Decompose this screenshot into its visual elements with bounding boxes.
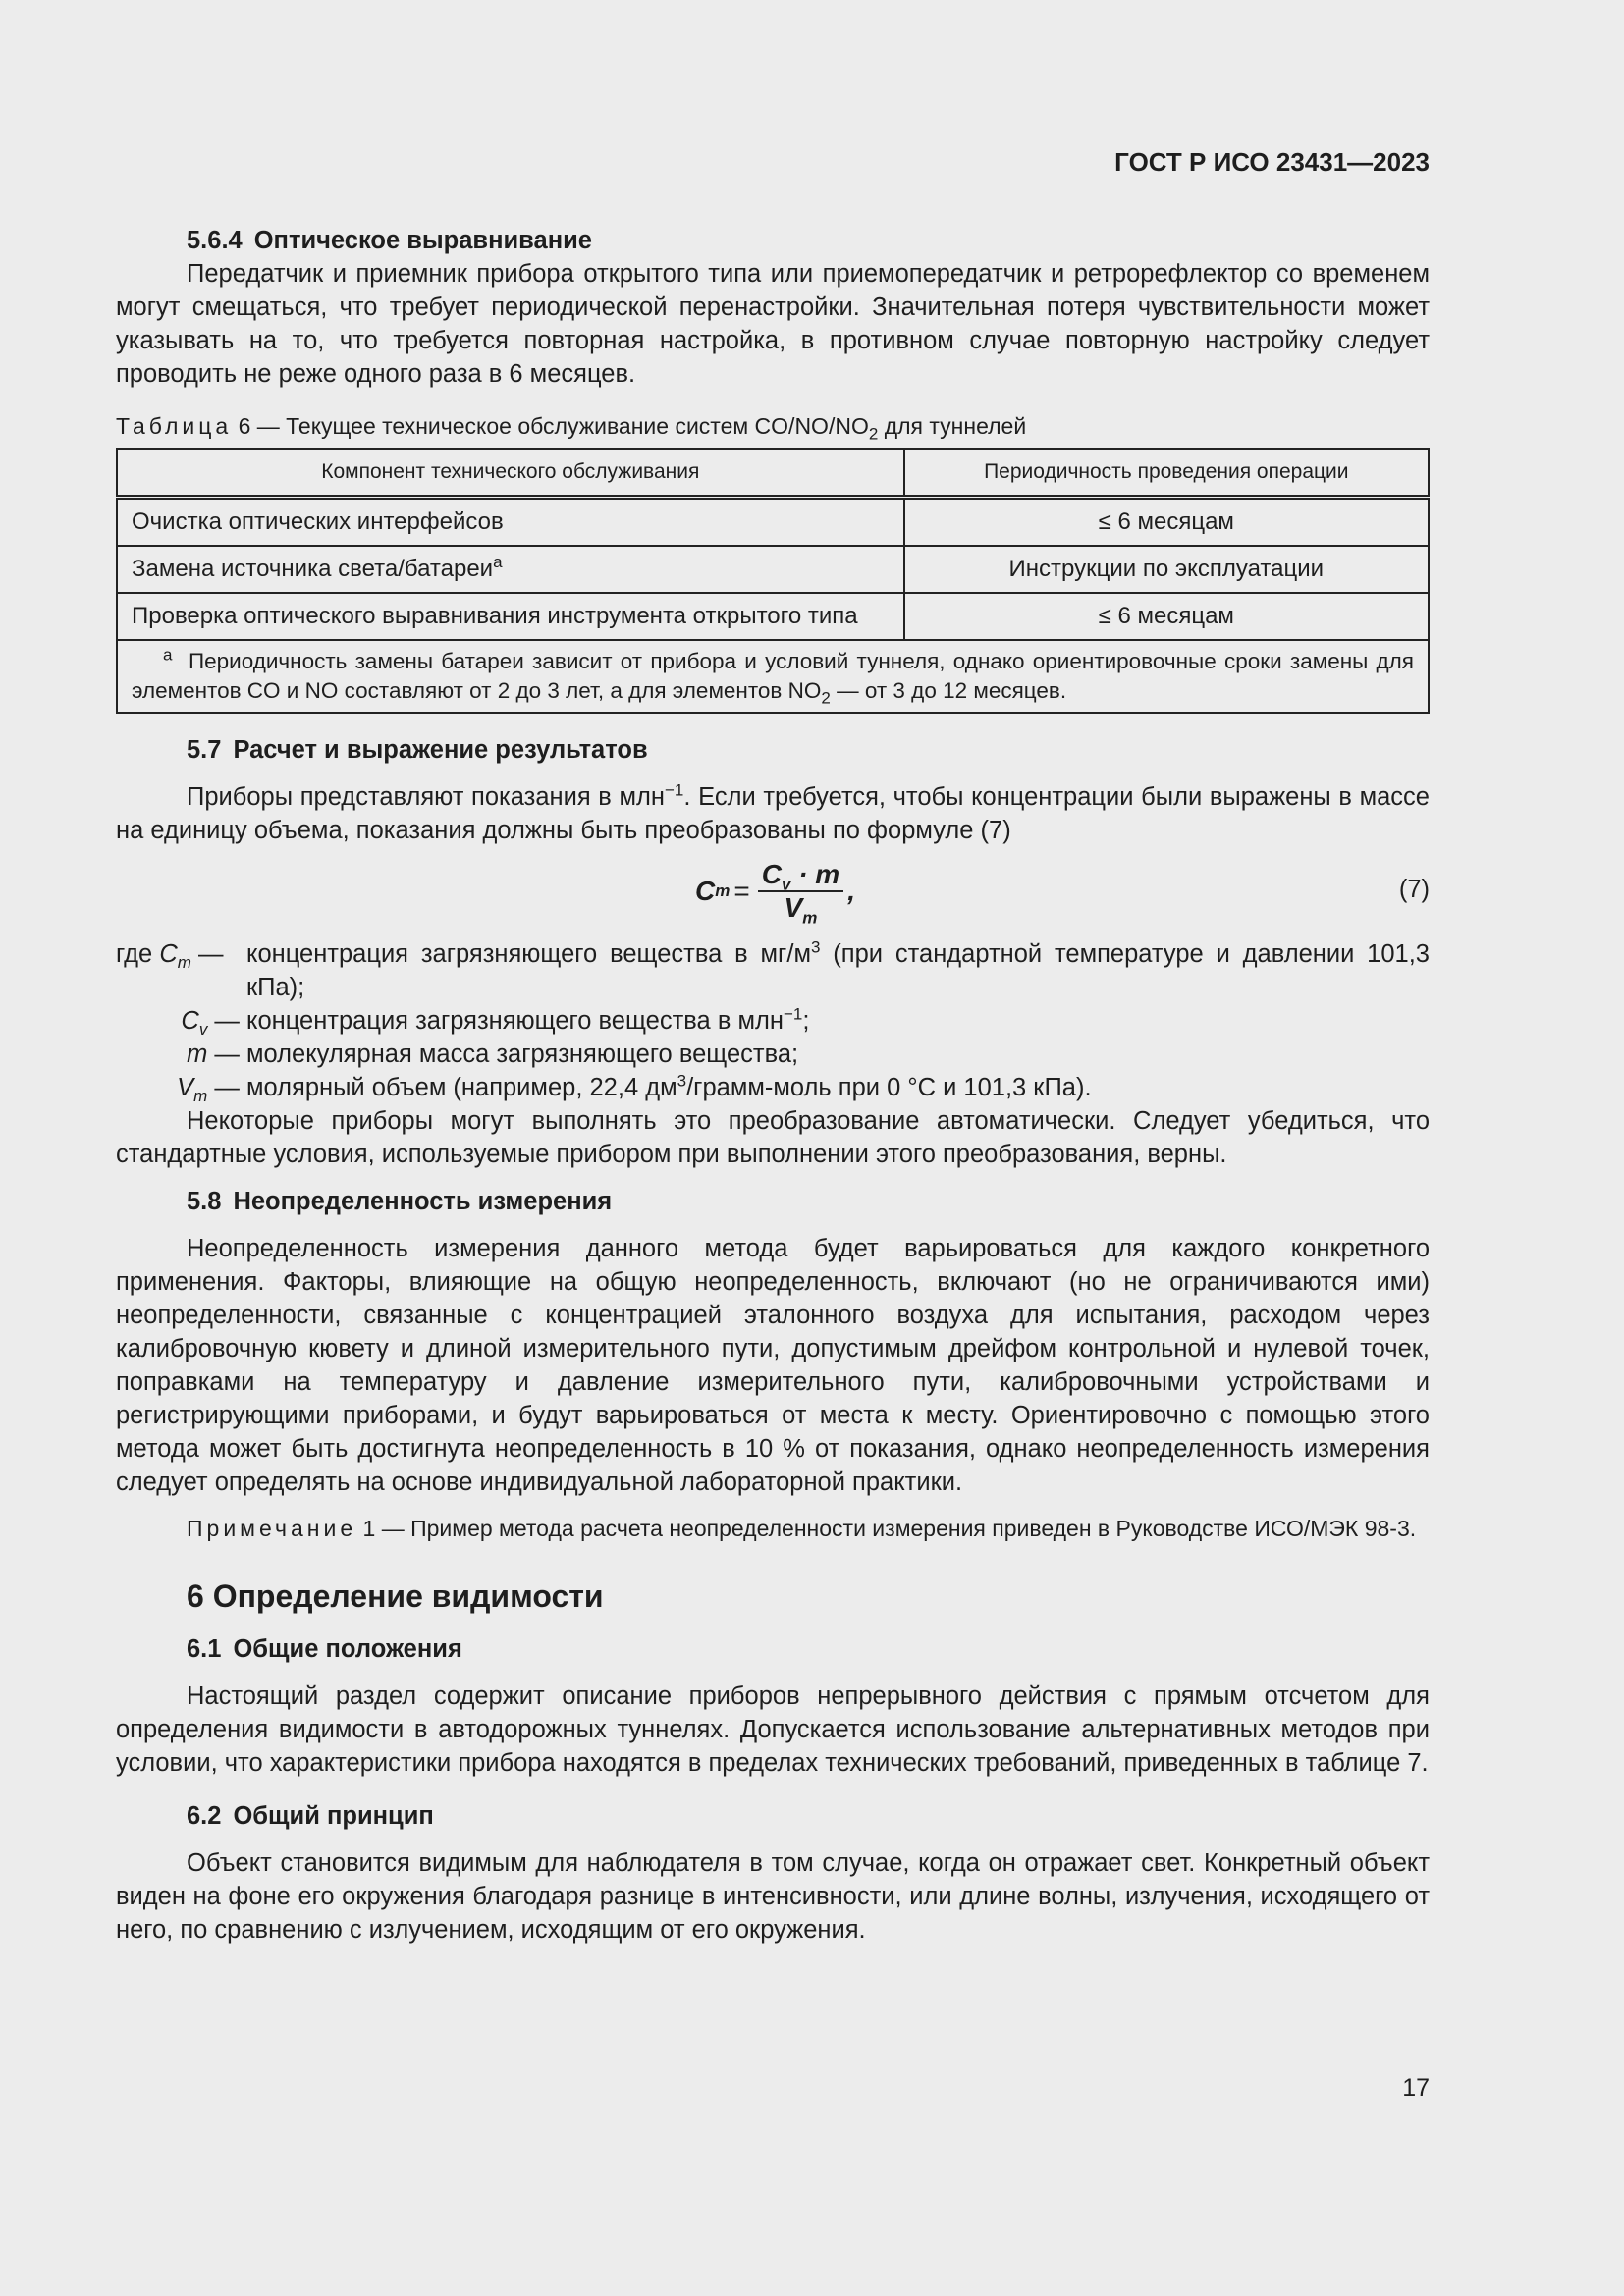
- table-row: [117, 593, 1429, 640]
- section-5-6-4-heading: 5.6.4 Оптическое выравнивание: [187, 227, 592, 254]
- table-cell-period: ≤ 6 месяцам: [904, 498, 1429, 547]
- table-footnote-row: [117, 640, 1429, 713]
- section-5-8-text: Неопределенность измерения данного метода будет варьироваться для каждого конкретного применения. Факторы, влияющие на общую неопределенность, включают (но не ограничиваются ими) неопределенности, связанные с концентрацией эталонного воздуха для испытания, расходом через калибровочную кювету и длиной измерительного пути, допустимым дрейфом контрольной и нулевой точек, поправками на температуру и давление измерительного пути, калибровочными устройствами и регистрирующими приборами, и будут варьироваться от места к месту. Ориентировочно с помощью этого метода может быть достигнута неопределенность в 10 % от показания, однако неопределенность измерения следует определять на основе индивидуальной лабораторной практики.: [116, 1235, 1430, 1496]
- table-row: [117, 498, 1429, 547]
- formula-number: (7): [1398, 876, 1430, 903]
- formula-expression: C m = $\frac{C_v \cdot m}{V_m}$ ,: [695, 859, 855, 928]
- table-header-period: Периодичность проведения операции: [904, 449, 1429, 498]
- section-6-2-text: Объект становится видимым для наблюдателя в том случае, когда он отражает свет. Конкретный объект виден на фоне его окружения благодаря разнице в интенсивности, или длине волны, излучения, исходящего от него, по сравнению с излучением, исходящим от его окружения.: [116, 1849, 1430, 1944]
- table-6-caption: Таблица 6 — Текущее техническое обслуживание систем $CO/NO/NO_2$ для туннелей: [116, 413, 1027, 444]
- section-6-heading: 6 Определение видимости: [187, 1578, 604, 1614]
- page-number: 17: [1402, 2074, 1430, 2102]
- definition-row: где $C_m$ — концентрация загрязняющего вещества в $мг/м^3$ (при стандартной температуре и давлении 101,3 кПа);: [116, 937, 1430, 1001]
- table-cell-component: Очистка оптических интерфейсов: [117, 498, 904, 547]
- table-6: [116, 448, 1430, 714]
- section-5-6-4-text: Передатчик и приемник прибора открытого типа или приемопередатчик и ретрорефлектор со временем могут смещаться, что требует периодической перенастройки. Значительная потеря чувствительности может указывать на то, что требуется повторная настройка, в противном случае повторную настройку следует проводить не реже одного раза в 6 месяцев.: [116, 260, 1430, 388]
- formula-definitions: [116, 937, 1430, 1104]
- section-5-8-remark: Примечание 1 — Пример метода расчета неопределенности измерения приведен в Руководстве ИСО/МЭК 98-3.: [187, 1516, 1417, 1541]
- definition-row: $V_m$ — молярный объем (например, 22,4 $дм^3/грамм$-моль при 0 °C и 101,3 кПа).: [177, 1071, 1092, 1106]
- table-footnote: $^a$ Периодичность замены батареи зависит от прибора и условий туннеля, однако ориентировочные сроки замены для элементов CO и NO составляют от 2 до 3 лет, а для элементов $NO_2$ — от 3 до 12 месяцев.: [117, 640, 1429, 713]
- table-cell-period: Инструкции по эксплуатации: [904, 546, 1429, 593]
- section-6-1-heading: 6.1 Общие положения: [187, 1635, 462, 1663]
- table-header-component: Компонент технического обслуживания: [117, 449, 904, 498]
- table-cell-component: Проверка оптического выравнивания инструмента открытого типа: [117, 593, 904, 640]
- page-content: [116, 224, 1430, 1947]
- formula-7: [116, 855, 1430, 934]
- table-cell-component: Замена источника света/батареи$^a$: [117, 546, 904, 593]
- formula-fraction: $\frac{C_v \cdot m}{V_m}$: [758, 859, 843, 924]
- definition-row: $C_v$ — концентрация загрязняющего вещества в млн$^{-1}$;: [181, 1004, 810, 1040]
- section-5-7-note: Некоторые приборы могут выполнять это преобразование автоматически. Следует убедиться, что стандартные условия, используемые прибором при выполнении этого преобразования, верны.: [116, 1107, 1430, 1168]
- definition-row: m — молекулярная масса загрязняющего вещества;: [187, 1041, 799, 1068]
- section-6-2-heading: 6.2 Общий принцип: [187, 1802, 434, 1830]
- section-6-1-text: Настоящий раздел содержит описание приборов непрерывного действия с прямым отсчетом для определения видимости в автодорожных туннелях. Допускается использование альтернативных методов при условии, что характеристики прибора находятся в пределах технических требований, приведенных в таблице 7.: [116, 1682, 1430, 1777]
- section-5-7-text: Приборы представляют показания в млн$^{-1}$. Если требуется, чтобы концентрации были выражены в массе на единицу объема, показания должны быть преобразованы по формуле (7): [116, 780, 1430, 844]
- section-5-7-heading: 5.7 Расчет и выражение результатов: [187, 736, 648, 764]
- table-cell-period: ≤ 6 месяцам: [904, 593, 1429, 640]
- table-row: [117, 546, 1429, 593]
- section-5-8-heading: 5.8 Неопределенность измерения: [187, 1188, 613, 1215]
- document-header: ГОСТ Р ИСО 23431—2023: [1114, 147, 1430, 177]
